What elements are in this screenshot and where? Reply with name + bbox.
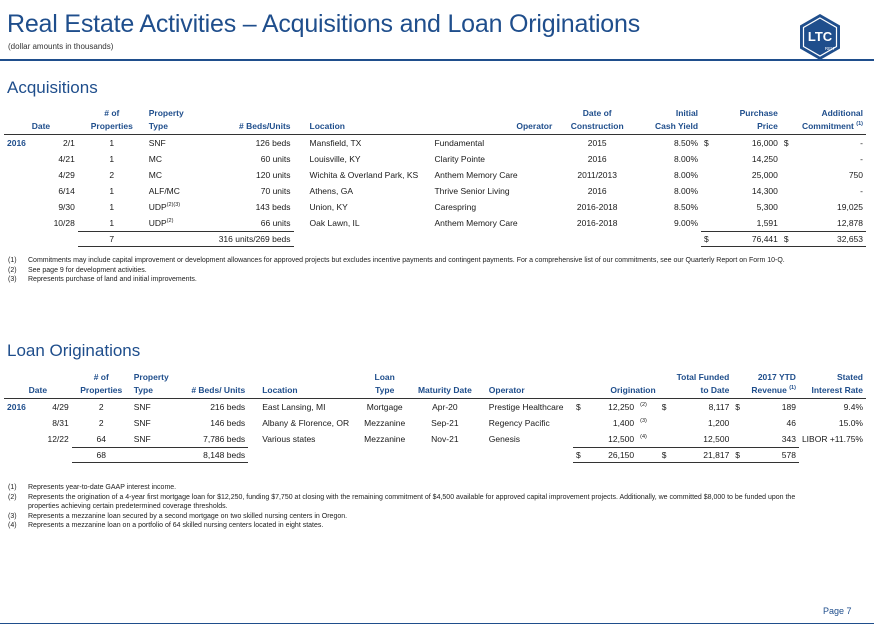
year-label bbox=[4, 199, 38, 215]
loan-orig-sign: $ bbox=[575, 402, 581, 412]
acq-location: Wichita & Overland Park, KS bbox=[309, 170, 419, 180]
loan-origination: 1,400 bbox=[612, 418, 635, 428]
loan-beds: 7,786 beds bbox=[203, 434, 246, 444]
loan-total-origination: 26,150 bbox=[588, 448, 637, 463]
acq-price-sign: $ bbox=[704, 138, 709, 148]
acq-price: 14,300 bbox=[751, 186, 778, 196]
footnote bbox=[8, 256, 788, 266]
acq-beds: 60 units bbox=[260, 154, 291, 164]
footnote-number: (1) bbox=[8, 484, 17, 491]
acq-construction: 2016 bbox=[587, 154, 607, 164]
acq-operator: Anthem Memory Care bbox=[434, 218, 518, 229]
loan-properties: 64 bbox=[96, 434, 106, 444]
acq-type bbox=[146, 199, 212, 215]
acq-commit-sign bbox=[781, 183, 799, 199]
spacer bbox=[131, 448, 181, 463]
acq-operator: Fundamental bbox=[434, 138, 485, 148]
acq-commitment: 12,878 bbox=[837, 218, 863, 228]
loan-total-funded-sign: $ bbox=[659, 448, 674, 463]
acq-yield: 8.00% bbox=[673, 186, 699, 196]
year-label bbox=[4, 151, 38, 167]
loan-header-row-1: # of Property Loan Total Funded 2017 YTD Stated bbox=[93, 372, 863, 382]
loan-header-row-2 bbox=[4, 385, 866, 399]
acq-yield: 8.50% bbox=[673, 138, 699, 148]
acq-type bbox=[146, 167, 212, 183]
cell-text: UDP bbox=[148, 218, 167, 228]
year-label bbox=[4, 415, 33, 431]
acq-total-commitment: 32,653 bbox=[799, 232, 866, 247]
table-row bbox=[4, 399, 866, 416]
loan-funded: 1,200 bbox=[708, 418, 730, 428]
loan-funded: 12,500 bbox=[703, 434, 730, 444]
acq-operator: Anthem Memory Care bbox=[434, 170, 518, 180]
footnote-ref: (2)(3) bbox=[166, 202, 181, 209]
loan-maturity: Apr-20 bbox=[432, 402, 458, 412]
footnote-number: (4) bbox=[8, 522, 17, 529]
acq-yield: 8.50% bbox=[673, 202, 699, 212]
acq-construction: 2016 bbox=[587, 186, 607, 196]
acq-price-sign bbox=[701, 215, 719, 232]
acq-price-sign bbox=[701, 199, 719, 215]
acq-date: 9/30 bbox=[58, 202, 75, 212]
spacer bbox=[4, 232, 38, 247]
acq-date: 6/14 bbox=[58, 186, 75, 196]
table-row bbox=[4, 167, 866, 183]
table-row bbox=[4, 415, 866, 431]
acq-operator: Clarity Pointe bbox=[434, 154, 486, 164]
year-label bbox=[4, 215, 38, 232]
footnote-number: (3) bbox=[8, 276, 17, 283]
acq-total-price-sign: $ bbox=[701, 232, 719, 247]
footnote bbox=[8, 483, 808, 493]
acq-beds: 126 beds bbox=[255, 138, 291, 148]
loan-col-loan-type: Type bbox=[358, 385, 411, 399]
acq-properties: 1 bbox=[109, 154, 115, 164]
page-title: Real Estate Activities – Acquisitions and Loan Originations bbox=[7, 10, 641, 38]
acq-properties: 1 bbox=[109, 186, 115, 196]
footnote-text: Represents year-to-date GAAP interest income. bbox=[28, 484, 177, 491]
loan-ytd-sign bbox=[732, 415, 747, 431]
footnote-text: Represents the origination of a 4-year first mortgage loan for $12,250, funding $7,750 at closing with the remaining commitment of $4,500 available for approved capital improvement projects. Additionally, we committed $8,000 to be funded upon the properties achieving certain predetermined coverage thresholds. bbox=[28, 493, 796, 510]
loan-col-date: Date bbox=[4, 385, 72, 399]
acq-price: 16,000 bbox=[751, 138, 778, 148]
loan-operator: Prestige Healthcare bbox=[488, 402, 564, 412]
year-label: 2016 bbox=[7, 402, 26, 412]
acq-commit-sign bbox=[781, 151, 799, 167]
loan-location: Albany & Florence, OR bbox=[262, 418, 350, 428]
acq-beds: 70 units bbox=[260, 186, 291, 196]
loan-col-properties: Properties bbox=[72, 385, 131, 399]
loan-col-origination: Origination bbox=[573, 385, 659, 399]
acq-properties: 1 bbox=[109, 218, 115, 228]
totals-row bbox=[4, 232, 866, 247]
acq-col-beds: # Beds/Units bbox=[212, 121, 294, 135]
footnote-ref: (4) bbox=[640, 434, 647, 441]
logo-text: LTC bbox=[807, 29, 833, 44]
acq-total-beds: 316 units/269 beds bbox=[212, 232, 294, 247]
acq-operator: Carespring bbox=[434, 202, 477, 212]
loan-origination: 12,250 bbox=[608, 402, 635, 412]
loan-date: 4/29 bbox=[52, 402, 69, 412]
acq-beds: 66 units bbox=[260, 218, 291, 228]
loan-col-ytd-revenue: Revenue $^{(1)}$ bbox=[747, 385, 799, 399]
loan-type: SNF bbox=[133, 434, 151, 444]
loan-origination: 12,500 bbox=[608, 434, 635, 444]
spacer bbox=[38, 232, 78, 247]
loan-ytd-revenue: 46 bbox=[786, 418, 796, 428]
acq-col-operator: Operator bbox=[431, 121, 555, 135]
acq-col-location: Location bbox=[294, 121, 432, 135]
spacer bbox=[637, 448, 659, 463]
acq-header-row-2 bbox=[4, 121, 866, 135]
table-row bbox=[4, 199, 866, 215]
loan-funded-sign: $ bbox=[661, 402, 667, 412]
footnote bbox=[8, 275, 788, 285]
loan-ytd-revenue: 343 bbox=[781, 434, 796, 444]
acq-commitment: 750 bbox=[848, 170, 863, 180]
loan-col-beds: # Beds/ Units bbox=[180, 385, 248, 399]
loan-date: 12/22 bbox=[47, 434, 69, 445]
acq-date: 2/1 bbox=[63, 138, 75, 148]
spacer bbox=[799, 448, 866, 463]
table-row bbox=[4, 431, 866, 448]
loan-operator: Genesis bbox=[488, 434, 520, 445]
loan-total-ytd-sign: $ bbox=[732, 448, 747, 463]
acq-price: 25,000 bbox=[751, 170, 778, 180]
ltc-reit-logo bbox=[795, 12, 845, 62]
loan-loan-type: Mezzanine bbox=[364, 434, 406, 445]
acq-commit-sign: $ bbox=[783, 138, 789, 148]
acq-location: Union, KY bbox=[309, 202, 348, 212]
footnote-text: Represents purchase of land and initial improvements. bbox=[28, 276, 197, 283]
loan-col-operator: Operator bbox=[479, 385, 573, 399]
year-label: 2016 bbox=[7, 138, 26, 148]
year-label bbox=[4, 183, 38, 199]
logo-subtext: REIT bbox=[824, 46, 836, 51]
acq-yield: 9.00% bbox=[673, 218, 699, 229]
loan-maturity: Nov-21 bbox=[431, 434, 459, 445]
loan-total-orig-sign: $ bbox=[573, 448, 588, 463]
acq-yield: 8.00% bbox=[673, 170, 699, 180]
footnote bbox=[8, 493, 808, 512]
loan-col-maturity: Maturity Date bbox=[411, 385, 479, 399]
loan-footnotes bbox=[8, 483, 808, 531]
loan-type: SNF bbox=[133, 402, 151, 412]
acq-construction: 2016-2018 bbox=[576, 202, 618, 212]
acq-properties: 1 bbox=[109, 138, 115, 148]
acq-construction: 2011/2013 bbox=[577, 170, 617, 180]
year-label bbox=[4, 167, 38, 183]
acq-col-properties: Properties bbox=[78, 121, 146, 135]
spacer bbox=[555, 232, 639, 247]
loan-date: 8/31 bbox=[52, 418, 69, 428]
loan-funded: 8,117 bbox=[708, 402, 730, 412]
loan-properties: 2 bbox=[98, 418, 104, 428]
acquisitions-heading: Acquisitions bbox=[7, 78, 98, 97]
spacer bbox=[4, 448, 33, 463]
totals-row bbox=[4, 448, 866, 463]
footnote-ref: (2) bbox=[166, 218, 174, 225]
acq-type bbox=[146, 183, 212, 199]
acq-price: 5,300 bbox=[756, 202, 778, 212]
footnote-number: (1) bbox=[8, 257, 17, 264]
loan-location: East Lansing, MI bbox=[262, 402, 326, 412]
acq-commitment: 19,025 bbox=[837, 202, 863, 212]
acq-properties: 1 bbox=[109, 202, 115, 212]
loan-total-ytd: 578 bbox=[747, 448, 799, 463]
loan-type: SNF bbox=[133, 418, 151, 428]
page-number: Page 7 bbox=[823, 606, 852, 616]
loan-ytd-sign: $ bbox=[735, 402, 741, 412]
loan-ytd-sign bbox=[732, 431, 747, 448]
acq-beds: 120 units bbox=[256, 170, 291, 180]
loan-beds: 146 beds bbox=[210, 418, 246, 428]
acq-location: Oak Lawn, IL bbox=[309, 218, 360, 229]
acq-location: Louisville, KY bbox=[309, 154, 361, 164]
loan-properties: 2 bbox=[98, 402, 104, 412]
acq-commitment: - bbox=[860, 186, 863, 196]
loan-orig-note bbox=[637, 431, 659, 448]
cell-text: UDP bbox=[148, 202, 167, 212]
year-label bbox=[4, 431, 33, 448]
loan-total-properties: 68 bbox=[72, 448, 131, 463]
loan-location: Various states bbox=[262, 434, 316, 445]
acq-location: Athens, GA bbox=[309, 186, 354, 196]
loan-originations-heading: Loan Originations bbox=[7, 341, 141, 360]
acq-price: 14,250 bbox=[751, 154, 778, 164]
loan-orig-note bbox=[637, 415, 659, 431]
acq-price-sign bbox=[701, 183, 719, 199]
acq-col-date: Date bbox=[4, 121, 78, 135]
footnote-ref: (2) bbox=[640, 402, 647, 409]
table-row bbox=[4, 135, 866, 152]
acq-construction: 2016-2018 bbox=[576, 218, 618, 229]
acq-col-type: Type bbox=[146, 121, 212, 135]
cell-text: SNF bbox=[148, 138, 166, 148]
loan-originations-table bbox=[4, 372, 866, 463]
footnote-text: Represents a mezzanine loan secured by a second mortgage on two skilled nursing centers in Oregon. bbox=[28, 512, 348, 520]
acq-type bbox=[146, 215, 212, 232]
acquisitions-table bbox=[4, 108, 866, 247]
footnote bbox=[8, 266, 788, 276]
acq-total-properties: 7 bbox=[78, 232, 146, 247]
loan-maturity: Sep-21 bbox=[431, 418, 459, 428]
acq-commit-sign bbox=[781, 215, 799, 232]
acq-col-price: Price bbox=[719, 121, 781, 135]
loan-total-funded: 21,817 bbox=[674, 448, 733, 463]
acq-date: 4/21 bbox=[58, 154, 75, 164]
acq-price-sign bbox=[701, 167, 719, 183]
loan-ytd-revenue: 189 bbox=[781, 402, 796, 412]
acq-price-sign bbox=[701, 151, 719, 167]
footnote bbox=[8, 521, 808, 531]
table-row bbox=[4, 183, 866, 199]
footer-divider bbox=[0, 623, 874, 624]
page-subtitle: (dollar amounts in thousands) bbox=[8, 42, 114, 51]
loan-total-beds: 8,148 beds bbox=[180, 448, 248, 463]
spacer bbox=[248, 448, 358, 463]
loan-operator: Regency Pacific bbox=[488, 418, 550, 428]
footnote-text: Commitments may include capital improvement or development allowances for approved projects but excludes incentive payments and contingent payments. For a comprehensive list of our commitments, see our Quarterly Report on Form 10-Q. bbox=[28, 257, 785, 264]
footnote bbox=[8, 512, 808, 522]
acq-yield: 8.00% bbox=[673, 154, 699, 164]
acq-date: 10/28 bbox=[53, 218, 75, 229]
spacer bbox=[411, 448, 479, 463]
loan-interest-rate: 9.4% bbox=[843, 402, 863, 412]
acq-header-row-1: # of Property Date of Initial Purchase Additional bbox=[104, 108, 863, 118]
footnote-ref: (3) bbox=[640, 418, 647, 425]
loan-col-location: Location bbox=[248, 385, 358, 399]
acq-commit-sign bbox=[781, 199, 799, 215]
spacer bbox=[146, 232, 212, 247]
loan-funded-sign bbox=[659, 431, 674, 448]
acq-commitment: - bbox=[860, 138, 863, 148]
loan-loan-type: Mortgage bbox=[366, 402, 403, 412]
acquisitions-footnotes bbox=[8, 256, 788, 285]
spacer bbox=[639, 232, 701, 247]
loan-col-funded: to Date bbox=[674, 385, 733, 399]
loan-orig-note bbox=[637, 399, 659, 416]
acq-type bbox=[146, 135, 212, 152]
spacer bbox=[33, 448, 72, 463]
acq-date: 4/29 bbox=[58, 170, 75, 180]
table-row bbox=[4, 151, 866, 167]
loan-col-interest-rate: Interest Rate bbox=[799, 385, 866, 399]
spacer bbox=[358, 448, 411, 463]
cell-text: MC bbox=[148, 170, 162, 180]
footnote-number: (3) bbox=[8, 512, 17, 520]
loan-funded-sign bbox=[659, 415, 674, 431]
loan-orig-sign bbox=[573, 431, 588, 448]
acq-total-price: 76,441 bbox=[719, 232, 781, 247]
acq-commit-sign bbox=[781, 167, 799, 183]
footnote-text: Represents a mezzanine loan on a portfolio of 64 skilled nursing centers located in eight states. bbox=[28, 522, 324, 529]
acq-price: 1,591 bbox=[756, 218, 778, 228]
acq-location: Mansfield, TX bbox=[309, 138, 362, 148]
footnote-number: (2) bbox=[8, 266, 17, 274]
acq-col-commitment: Commitment $^{(1)}$ bbox=[799, 121, 866, 135]
loan-col-type: Type bbox=[131, 385, 181, 399]
spacer bbox=[479, 448, 573, 463]
footnote-number: (2) bbox=[8, 493, 17, 501]
loan-orig-sign bbox=[573, 415, 588, 431]
cell-text: ALF/MC bbox=[148, 186, 180, 196]
loan-interest-rate: 15.0% bbox=[838, 418, 863, 428]
acq-construction: 2015 bbox=[587, 138, 607, 148]
spacer bbox=[294, 232, 432, 247]
acq-col-yield: Cash Yield bbox=[639, 121, 701, 135]
loan-beds: 216 beds bbox=[210, 402, 246, 412]
cell-text: MC bbox=[148, 154, 162, 164]
spacer bbox=[431, 232, 555, 247]
table-row bbox=[4, 215, 866, 232]
loan-interest-rate: LIBOR +11.75% bbox=[801, 434, 863, 445]
acq-total-commit-sign: $ bbox=[781, 232, 799, 247]
acq-beds: 143 beds bbox=[255, 202, 291, 212]
acq-type bbox=[146, 151, 212, 167]
footnote-text: See page 9 for development activities. bbox=[28, 266, 147, 274]
loan-loan-type: Mezzanine bbox=[364, 418, 406, 428]
acq-operator: Thrive Senior Living bbox=[434, 186, 510, 196]
header-divider bbox=[0, 59, 874, 61]
acq-properties: 2 bbox=[109, 170, 115, 180]
acq-commitment: - bbox=[860, 154, 863, 164]
acq-col-construction: Construction bbox=[555, 121, 639, 135]
